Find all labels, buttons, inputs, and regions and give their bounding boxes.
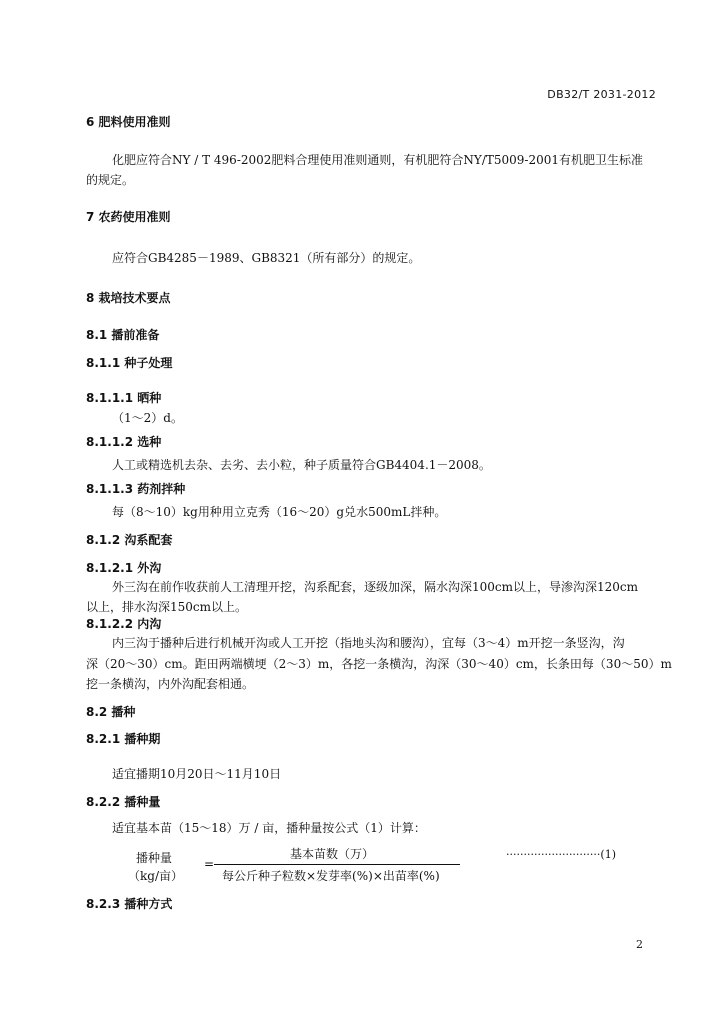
section-8-1-1-3-title: 8.1.1.3 药剂拌种 (86, 482, 186, 496)
formula-denominator: 每公斤种子粒数×发芽率(%)×出苗率(%) (222, 869, 440, 883)
section-8-1-2-1-paragraph-line-1: 外三沟在前作收获前人工清理开挖，沟系配套，逐级加深，隔水沟深100cm以上，导渗沟深120cm (112, 580, 639, 594)
section-8-1-1-title: 8.1.1 种子处理 (86, 356, 173, 370)
section-8-1-1-1-title: 8.1.1.1 晒种 (86, 391, 162, 405)
document-code-header: DB32/T 2031-2012 (547, 88, 656, 101)
section-8-1-2-2-paragraph-line-2: 深（20～30）cm。距田两端横埂（2～3）m，各挖一条横沟，沟深（30～40）cm，长条田每（30～50）m (86, 657, 672, 671)
section-7-paragraph: 应符合GB4285－1989、GB8321（所有部分）的规定。 (112, 251, 421, 265)
section-8-1-2-title: 8.1.2 沟系配套 (86, 533, 173, 547)
section-6-paragraph-line-1: 化肥应符合NY / T 496-2002肥料合理使用准则通则，有机肥符合NY/T5009-2001有机肥卫生标准 (112, 153, 644, 167)
section-6-title: 6 肥料使用准则 (86, 115, 171, 129)
formula-equals-sign: = (204, 857, 215, 871)
section-8-2-3-title: 8.2.3 播种方式 (86, 897, 173, 911)
section-8-2-1-title: 8.2.1 播种期 (86, 732, 161, 746)
formula-numerator: 基本苗数（万） (290, 847, 375, 861)
section-8-2-title: 8.2 播种 (86, 705, 136, 719)
section-8-1-2-1-title: 8.1.2.1 外沟 (86, 561, 162, 575)
formula-lhs-label: 播种量 (136, 851, 173, 865)
section-8-2-2-title: 8.2.2 播种量 (86, 795, 161, 809)
section-8-1-1-3-paragraph: 每（8～10）kg用种用立克秀（16～20）g兑水500mL拌种。 (112, 505, 447, 519)
formula-lhs-unit: （kg/亩） (128, 869, 183, 883)
formula-number: ···························(1) (506, 848, 616, 861)
formula-fraction-bar (214, 864, 460, 865)
section-8-1-2-2-paragraph-line-1: 内三沟于播种后进行机械开沟或人工开挖（指地头沟和腰沟），宜每（3～4）m开挖一条竖沟，沟 (112, 636, 625, 650)
section-8-1-2-2-title: 8.1.2.2 内沟 (86, 617, 162, 631)
section-8-1-2-2-paragraph-line-3: 挖一条横沟，内外沟配套相通。 (86, 677, 255, 691)
section-8-1-title: 8.1 播前准备 (86, 328, 160, 342)
section-6-paragraph-line-2: 的规定。 (86, 173, 135, 187)
section-8-2-2-paragraph: 适宜基本苗（15～18）万 / 亩，播种量按公式（1）计算： (112, 821, 426, 835)
section-7-title: 7 农药使用准则 (86, 210, 171, 224)
page-number: 2 (636, 938, 643, 951)
section-8-1-1-2-paragraph: 人工或精选机去杂、去劣、去小粒，种子质量符合GB4404.1－2008。 (112, 458, 491, 472)
section-8-1-2-1-paragraph-line-2: 以上，排水沟深150cm以上。 (86, 600, 248, 614)
section-8-title: 8 栽培技术要点 (86, 291, 171, 305)
section-8-1-1-2-title: 8.1.1.2 选种 (86, 435, 162, 449)
section-8-1-1-1-paragraph: （1～2）d。 (112, 411, 183, 425)
section-8-2-1-paragraph: 适宜播期10月20日～11月10日 (112, 767, 282, 781)
